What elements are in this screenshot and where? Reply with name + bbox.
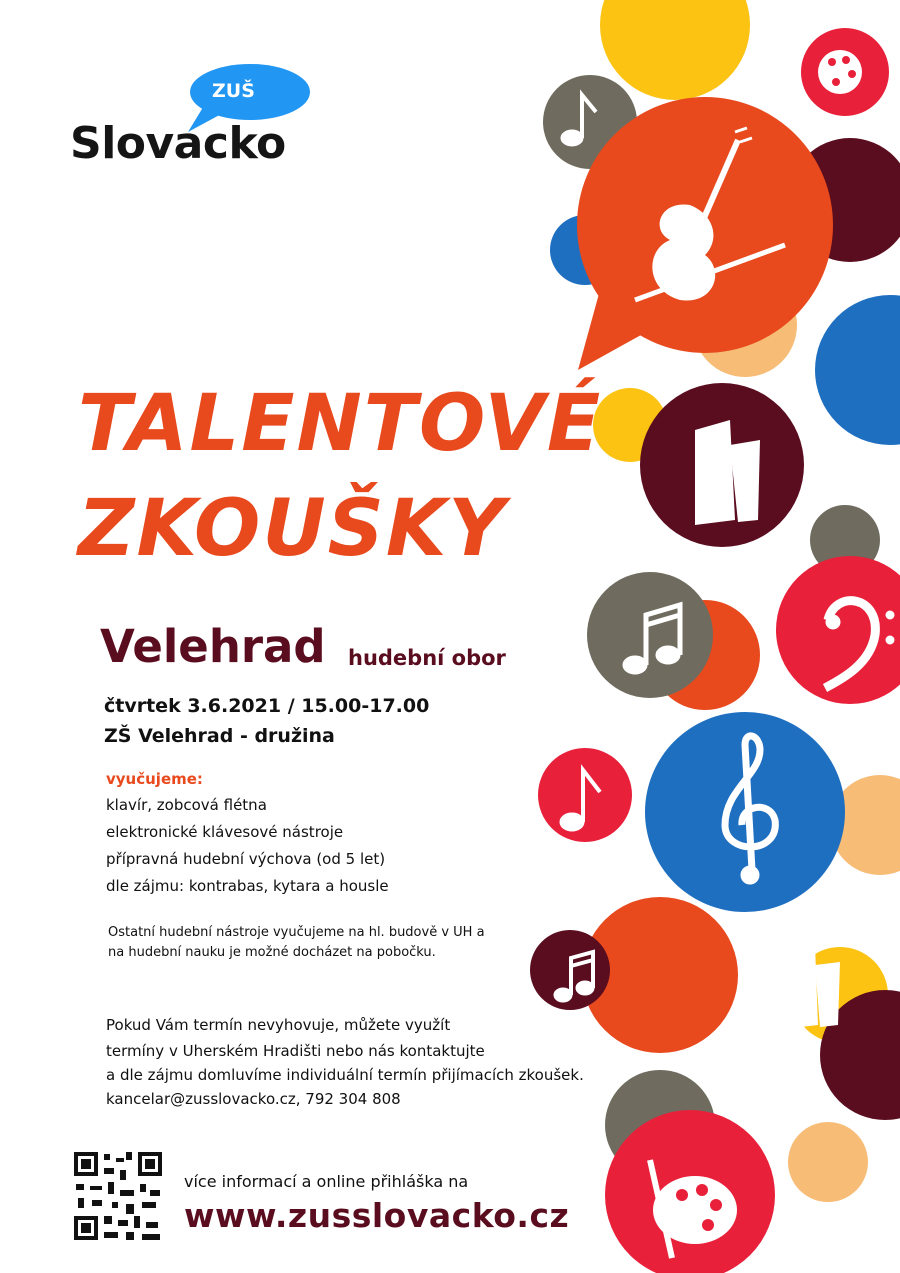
logo-wordmark: Slovacko bbox=[70, 118, 286, 169]
logo-bubble-text: ZUŠ bbox=[212, 80, 255, 102]
note-line: na hudební nauku je možné docházet na pobočku. bbox=[108, 945, 436, 960]
teaching-item: klavír, zobcová flétna bbox=[106, 796, 267, 814]
headline-line-1: TALENTOVÉ bbox=[78, 379, 603, 469]
contact-line: termíny v Uherském Hradišti nebo nás kontaktujte bbox=[106, 1042, 485, 1060]
headline-line-2: ZKOUŠKY bbox=[78, 484, 507, 574]
website-link[interactable]: www.zusslovacko.cz bbox=[184, 1196, 570, 1235]
contact-email-phone: kancelar@zusslovacko.cz, 792 304 808 bbox=[106, 1090, 401, 1108]
teaching-item: dle zájmu: kontrabas, kytara a housle bbox=[106, 877, 389, 895]
location-field: hudební obor bbox=[348, 646, 506, 670]
qr-code-icon bbox=[72, 1150, 164, 1242]
teaching-item: přípravná hudební výchova (od 5 let) bbox=[106, 850, 386, 868]
footer-info: více informací a online přihláška na bbox=[184, 1172, 469, 1191]
teaching-heading: vyučujeme: bbox=[106, 770, 203, 788]
contact-line: Pokud Vám termín nevyhovuje, můžete využít bbox=[106, 1016, 451, 1034]
paint-palette-icon bbox=[818, 50, 862, 94]
venue: ZŠ Velehrad - družina bbox=[104, 725, 335, 747]
date-time: čtvrtek 3.6.2021 / 15.00-17.00 bbox=[104, 695, 430, 717]
location-name: Velehrad bbox=[100, 620, 326, 673]
note-line: Ostatní hudební nástroje vyučujeme na hl. budově v UH a bbox=[108, 925, 485, 940]
teaching-item: elektronické klávesové nástroje bbox=[106, 823, 344, 841]
contact-line: a dle zájmu domluvíme individuální termín přijímacích zkoušek. bbox=[106, 1066, 584, 1084]
